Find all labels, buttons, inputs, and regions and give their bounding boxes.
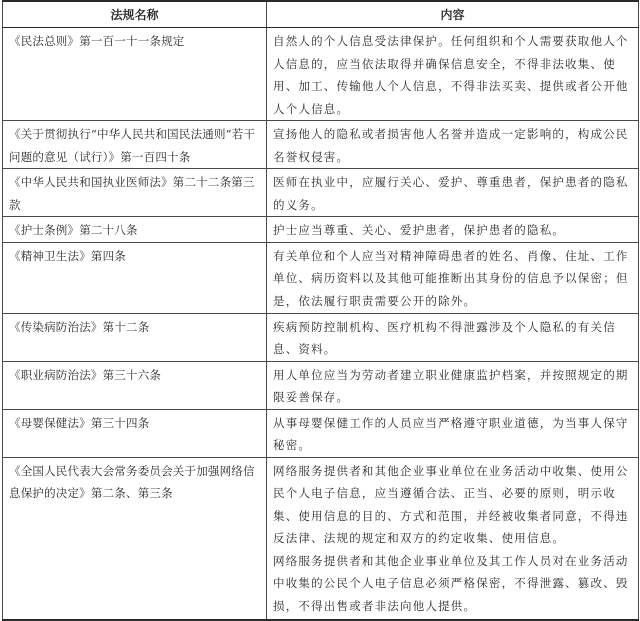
content-paragraph: 用人单位应当为劳动者建立职业健康监护档案，并按照规定的期限妥善保存。: [273, 367, 629, 404]
law-name-cell: 《民法总则》第一百一十一条规定: [3, 28, 267, 121]
table-row: [3, 121, 639, 169]
content-paragraph: 网络服务提供者和其他企业事业单位及其工作人员对在业务活动中收集的公民个人电子信息必须严格保密，不得泄露、篡改、毁损，不得出售或者非法向他人提供。: [273, 553, 629, 613]
content-cell: [267, 169, 639, 217]
content-cell: [267, 28, 639, 121]
content-cell: [267, 457, 639, 620]
content-cell: [267, 121, 639, 169]
law-name-cell: 《精神卫生法》第四条: [3, 242, 267, 313]
table-row: [3, 313, 639, 361]
content-cell: [267, 313, 639, 361]
table-row: [3, 217, 639, 243]
table-header-row: [3, 1, 639, 28]
law-name-cell: 《中华人民共和国执业医师法》第二十二条第三款: [3, 169, 267, 217]
table-row: [3, 409, 639, 457]
content-cell: [267, 242, 639, 313]
content-cell: [267, 361, 639, 409]
content-paragraph: 护士应当尊重、关心、爱护患者，保护患者的隐私。: [273, 223, 566, 237]
header-law-name: 法规名称: [3, 1, 267, 28]
table-row: [3, 457, 639, 620]
table-row: [3, 361, 639, 409]
law-name-cell: 《职业病防治法》第三十六条: [3, 361, 267, 409]
content-paragraph: 从事母婴保健工作的人员应当严格遵守职业道德，为当事人保守秘密。: [273, 415, 629, 452]
table-row: [3, 169, 639, 217]
law-table: [2, 0, 639, 621]
content-paragraph: 网络服务提供者和其他企业事业单位在业务活动中收集、使用公民个人电子信息，应当遵循合法、正当、必要的原则，明示收集、使用信息的目的、方式和范围，并经被收集者同意，不得违反法律、法规的规定和双方的约定收集、使用信息。: [273, 463, 629, 545]
content-paragraph: 有关单位和个人应当对精神障碍患者的姓名、肖像、住址、工作单位、病历资料以及其他可能推断出其身份的信息予以保密；但是，依法履行职责需要公开的除外。: [273, 248, 629, 308]
law-name-cell: 《护士条例》第二十八条: [3, 217, 267, 243]
content-paragraph: 自然人的个人信息受法律保护。任何组织和个人需要获取他人个人信息的，应当依法取得并确保信息安全，不得非法收集、使用、加工、传输他人个人信息，不得非法买卖、提供或者公开他人个人信息。: [273, 34, 629, 116]
table-row: [3, 28, 639, 121]
content-cell: [267, 409, 639, 457]
law-name-cell: 《关于贯彻执行“中华人民共和国民法通则”若干问题的意见（试行）》第一百四十条: [3, 121, 267, 169]
law-name-cell: 《母婴保健法》第三十四条: [3, 409, 267, 457]
content-paragraph: 宣扬他人的隐私或者损害他人名誉并造成一定影响的，构成公民名誉权侵害。: [273, 127, 629, 164]
law-name-cell: 《传染病防治法》第十二条: [3, 313, 267, 361]
header-content: 内容: [267, 1, 639, 28]
content-paragraph: 疾病预防控制机构、医疗机构不得泄露涉及个人隐私的有关信息、资料。: [273, 319, 616, 356]
table-row: [3, 242, 639, 313]
content-paragraph: 医师在执业中，应履行关心、爱护、尊重患者，保护患者的隐私的义务。: [273, 175, 629, 212]
law-name-cell: 《全国人民代表大会常务委员会关于加强网络信息保护的决定》第二条、第三条: [3, 457, 267, 620]
content-cell: [267, 217, 639, 243]
